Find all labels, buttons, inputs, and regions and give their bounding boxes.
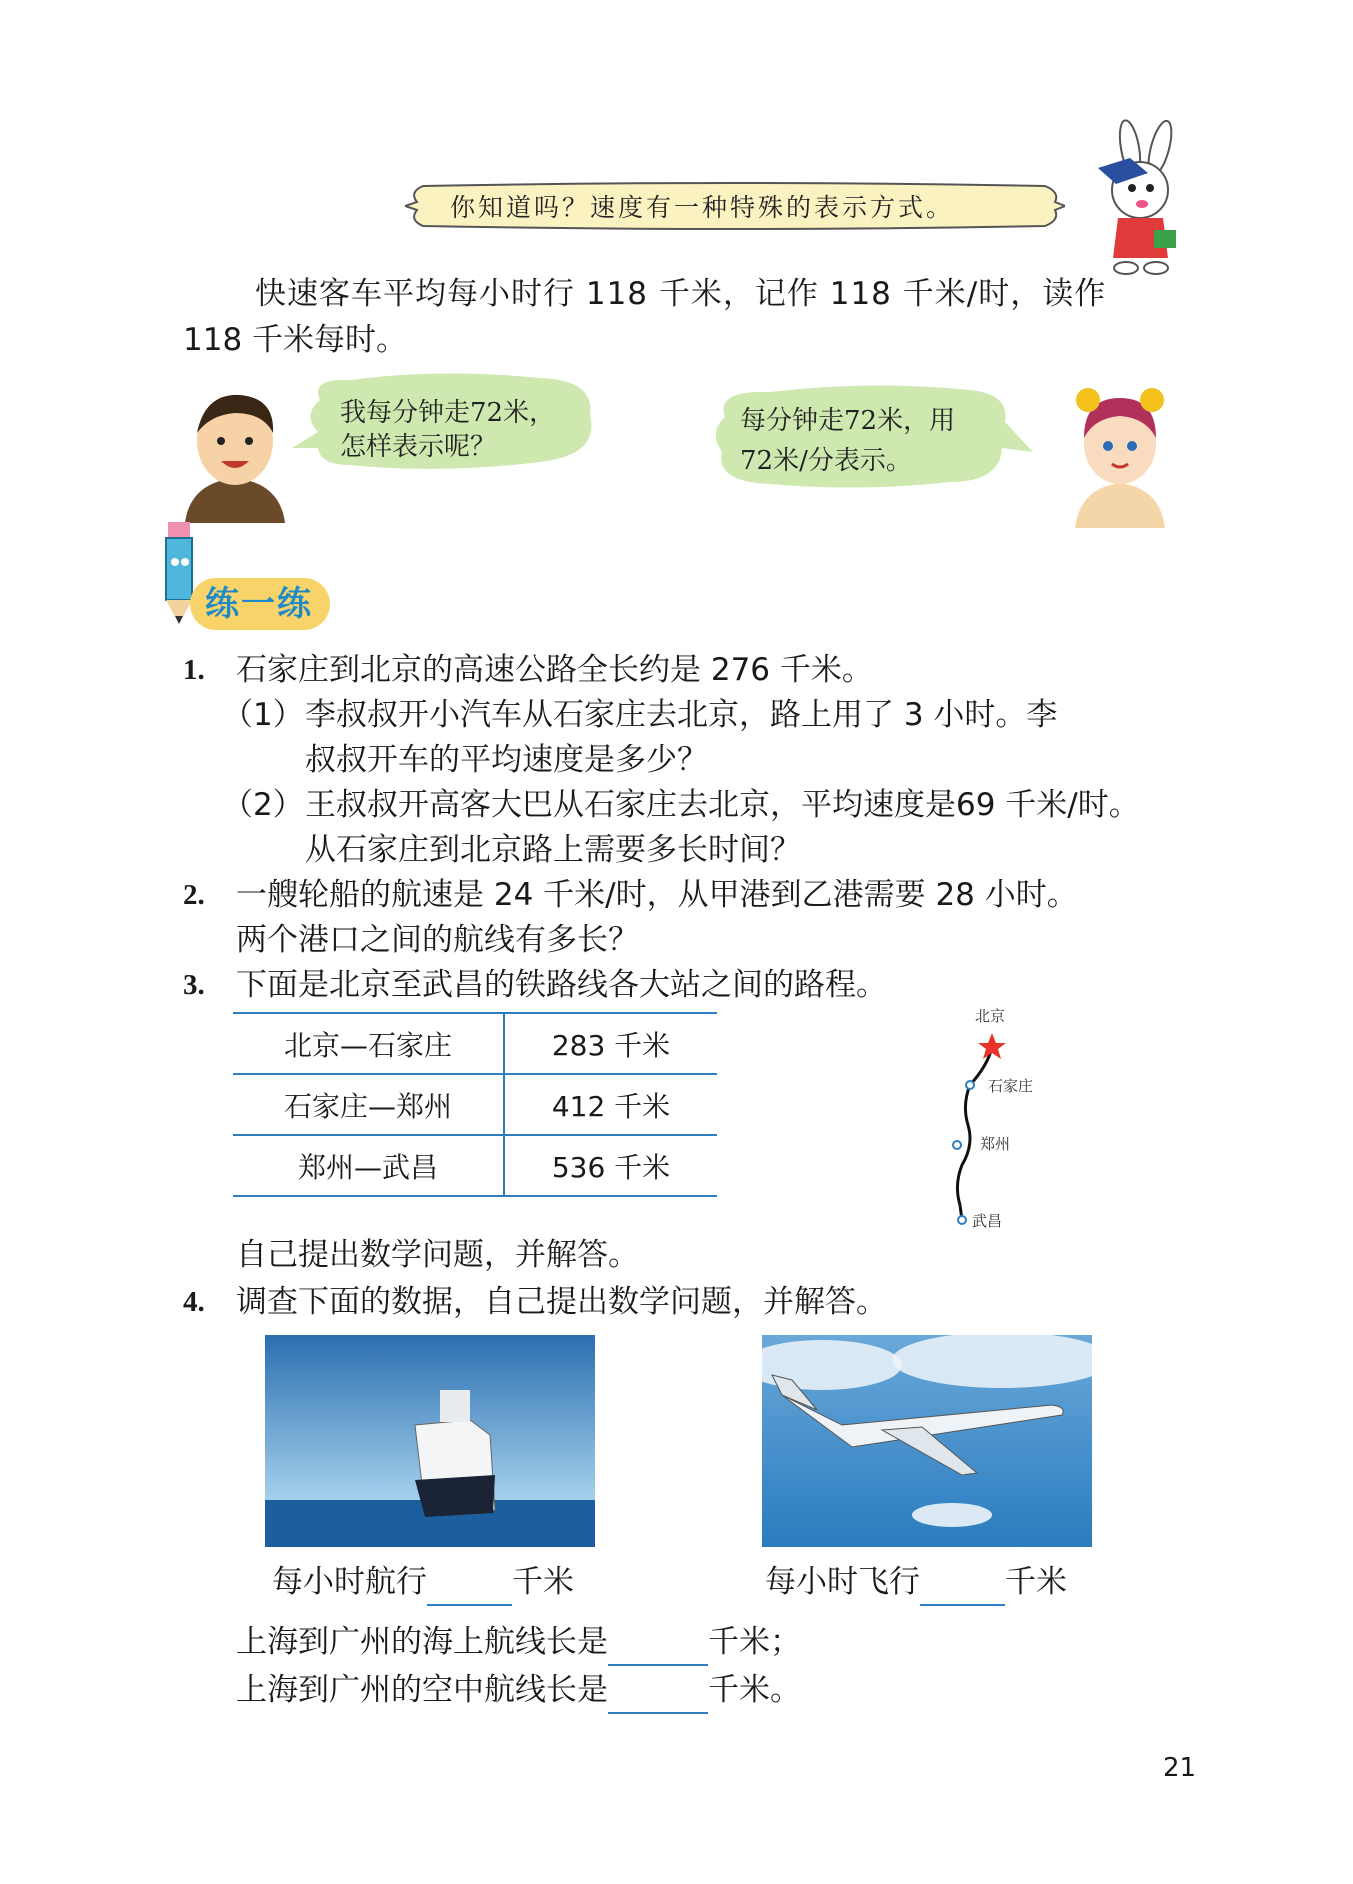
sea-route-unit: 千米； xyxy=(708,1624,801,1660)
girl-bubble-line-1: 每分钟走72米，用 xyxy=(740,406,956,436)
map-label-zhengzhou: 郑州 xyxy=(980,1135,1011,1153)
table-row xyxy=(233,1013,717,1074)
route-distance-table xyxy=(233,1012,717,1197)
intro-line-1: 快速客车平均每小时行 118 千米，记作 118 千米/时，读作 xyxy=(255,276,1107,312)
q1-text: 石家庄到北京的高速公路全长约是 276 千米。 xyxy=(236,652,873,688)
route-cell: 石家庄—郑州 xyxy=(233,1074,504,1135)
route-cell: 郑州—武昌 xyxy=(233,1135,504,1196)
table-row xyxy=(233,1135,717,1196)
section-title: 练一练 xyxy=(205,584,313,624)
q1-number: 1. xyxy=(183,654,205,686)
plane-speed-blank[interactable] xyxy=(920,1560,1005,1606)
girl-bubble-line-2: 72米/分表示。 xyxy=(740,446,912,476)
distance-cell: 412 千米 xyxy=(551,1089,671,1123)
air-route-unit: 千米。 xyxy=(708,1672,801,1708)
q3-text: 下面是北京至武昌的铁路线各大站之间的路程。 xyxy=(236,967,887,1003)
q1-sub2-line-2: 从石家庄到北京路上需要多长时间？ xyxy=(305,832,801,868)
plane-caption-label: 每小时飞行 xyxy=(765,1564,920,1600)
sea-route-line xyxy=(236,1620,801,1666)
airplane-photo xyxy=(762,1335,1092,1547)
route-cell: 北京—石家庄 xyxy=(233,1013,504,1074)
q2-line-1: 一艘轮船的航速是 24 千米/时，从甲港到乙港需要 28 小时。 xyxy=(236,877,1078,913)
air-route-label: 上海到广州的空中航线长是 xyxy=(236,1672,608,1708)
q2-line-2: 两个港口之间的航线有多长？ xyxy=(236,922,639,958)
sea-route-label: 上海到广州的海上航线长是 xyxy=(236,1624,608,1660)
q3-followup: 自己提出数学问题，并解答。 xyxy=(236,1237,639,1273)
plane-caption-unit: 千米 xyxy=(1005,1564,1067,1600)
rabbit-mascot xyxy=(1068,118,1188,278)
sea-route-blank[interactable] xyxy=(608,1620,708,1666)
q1-sub2-tag: （2） xyxy=(222,787,304,823)
boy-speech-bubble xyxy=(290,370,605,475)
table-row xyxy=(233,1074,717,1135)
boy-character xyxy=(175,383,295,523)
q1-sub1-tag: （1） xyxy=(222,697,304,733)
ship-caption xyxy=(272,1560,574,1606)
girl-speech-bubble xyxy=(700,382,1035,492)
ship-caption-label: 每小时航行 xyxy=(272,1564,427,1600)
q1-sub2-line-1: 王叔叔开高客大巴从石家庄去北京，平均速度是69 千米/时。 xyxy=(305,787,1140,823)
distance-cell: 536 千米 xyxy=(551,1150,671,1184)
map-label-wuchang: 武昌 xyxy=(972,1212,1003,1230)
q1-sub1-line-1: 李叔叔开小汽车从石家庄去北京，路上用了 3 小时。李 xyxy=(305,697,1058,733)
air-route-line xyxy=(236,1668,801,1714)
cruise-ship-photo xyxy=(265,1335,595,1547)
map-label-beijing: 北京 xyxy=(975,1007,1006,1025)
intro-line-2: 118 千米每时。 xyxy=(183,322,408,358)
railway-map xyxy=(940,1005,1060,1235)
ship-caption-unit: 千米 xyxy=(512,1564,574,1600)
plane-caption xyxy=(765,1560,1067,1606)
tip-text: 你知道吗？速度有一种特殊的表示方式。 xyxy=(450,193,955,222)
boy-bubble-line-2: 怎样表示呢？ xyxy=(340,432,497,462)
distance-cell: 283 千米 xyxy=(551,1028,671,1062)
q2-number: 2. xyxy=(183,879,205,911)
q3-number: 3. xyxy=(183,969,205,1001)
tip-bubble xyxy=(405,180,1065,232)
star-icon xyxy=(978,1033,1006,1059)
q1-sub1-line-2: 叔叔开车的平均速度是多少？ xyxy=(305,742,708,778)
air-route-blank[interactable] xyxy=(608,1668,708,1714)
q4-number: 4. xyxy=(183,1286,205,1318)
map-label-shijiazhuang: 石家庄 xyxy=(988,1077,1034,1095)
girl-character xyxy=(1060,378,1180,528)
q4-text: 调查下面的数据，自己提出数学问题，并解答。 xyxy=(236,1284,887,1320)
ship-speed-blank[interactable] xyxy=(427,1560,512,1606)
page-number: 21 xyxy=(1163,1753,1197,1783)
boy-bubble-line-1: 我每分钟走72米， xyxy=(340,398,556,428)
